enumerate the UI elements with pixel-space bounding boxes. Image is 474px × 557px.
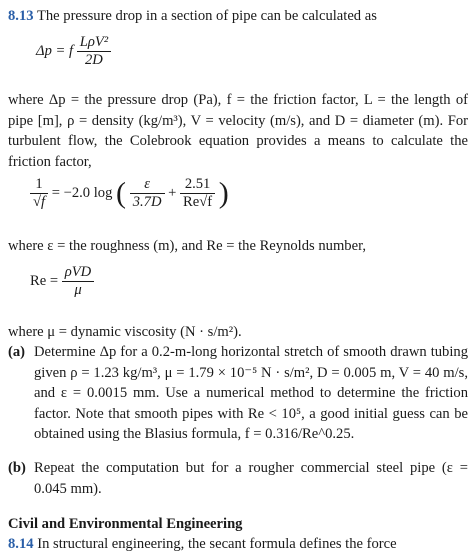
- frac2-numerator: 2.51: [180, 176, 215, 194]
- re-numerator: ρVD: [62, 264, 94, 282]
- problem-number: 8.13: [8, 8, 34, 24]
- part-a-text: Determine Δp for a 0.2-m-long horizontal stretch of smooth drawn tubing given ρ = 1.23 kg/m³, μ = 1.79 × 10⁻⁵ N · s/m², D = 0.005 m, V = 40 m/s, and ε = 0.0015 mm. Use a numerical method to determine the friction factor. Note that smooth pipes with Re < 10⁵, a good initial guess can be obtained using the Blasius formula, f = 0.316/Re^0.25.: [34, 344, 468, 442]
- eq1-denominator: 2D: [85, 52, 103, 68]
- part-a-label-text: (a): [8, 344, 26, 360]
- problem-number-814: 8.14: [8, 536, 34, 552]
- eq1-numerator: LρV²: [77, 34, 111, 52]
- pressure-drop-equation: [36, 34, 111, 69]
- colebrook-lhs-numerator: 1: [30, 176, 48, 194]
- re-denominator: μ: [74, 282, 82, 298]
- frac2-denominator: Re√f: [183, 194, 213, 210]
- left-paren: (: [116, 176, 127, 210]
- re-fraction: [62, 264, 94, 299]
- colebrook-equation: [30, 176, 229, 211]
- viscosity-line: where μ = dynamic viscosity (N · s/m²).: [8, 324, 242, 340]
- definitions-paragraph: where Δp = the pressure drop (Pa), f = the friction factor, L = the length of pipe [m], ρ = density (kg/m³), V = velocity (m/s), and D = diameter (m). For turbulent flow, the Colebrook equation provides a means to calculate the friction factor,: [8, 92, 468, 170]
- eq1-fraction: [77, 34, 111, 69]
- problem-8-14: [8, 534, 397, 555]
- frac1-denominator: 3.7D: [132, 194, 162, 210]
- part-b-label: [8, 458, 26, 479]
- roughness-line: where ε = the roughness (m), and Re = the Reynolds number,: [8, 238, 366, 254]
- part-a-label: [8, 342, 25, 363]
- part-b-label-text: (b): [8, 460, 26, 476]
- colebrook-lhs: [30, 176, 48, 211]
- re-lhs: Re =: [30, 272, 59, 289]
- eq1-lhs: Δp = f: [36, 42, 74, 59]
- colebrook-lhs-denominator: √f: [33, 194, 46, 210]
- problem-814-text: In structural engineering, the secant formula defines the force: [37, 536, 397, 552]
- plus-sign: +: [168, 184, 177, 201]
- frac1-numerator: ε: [130, 176, 165, 194]
- part-b-text: Repeat the computation but for a rougher commercial steel pipe (ε = 0.045 mm).: [34, 460, 468, 497]
- reynolds-equation: [30, 264, 94, 299]
- right-paren: ): [218, 176, 229, 210]
- colebrook-mid: = −2.0 log: [51, 184, 113, 201]
- section-heading: Civil and Environmental Engineering: [8, 516, 243, 532]
- colebrook-frac1: [130, 176, 165, 211]
- intro-text: The pressure drop in a section of pipe can be calculated as: [36, 8, 377, 24]
- colebrook-frac2: [180, 176, 215, 211]
- problem-8-13-intro: [8, 6, 377, 27]
